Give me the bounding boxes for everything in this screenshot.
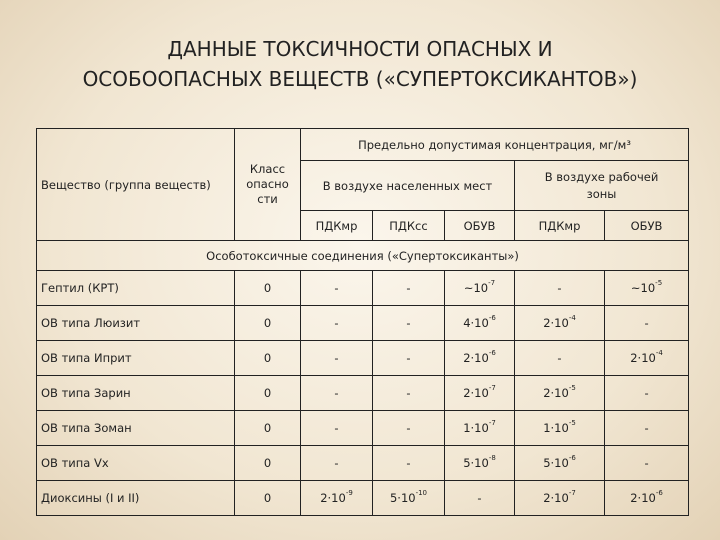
concentration-value: -: [373, 446, 445, 481]
toxicity-table: [36, 128, 689, 516]
page-title: [0, 34, 720, 94]
substance-name: ОВ типа Люизит: [37, 306, 235, 341]
concentration-value: $2\cdot 10^{-9}$: [301, 481, 373, 516]
concentration-value: $1\cdot 10^{-5}$: [515, 411, 605, 446]
concentration-value: -: [373, 271, 445, 306]
hazard-class-value: 0: [235, 341, 301, 376]
concentration-value: -: [605, 306, 689, 341]
header-max-concentration: Предельно допустимая концентрация, мг/м³: [301, 129, 689, 161]
substance-name: ОВ типа Зарин: [37, 376, 235, 411]
concentration-value: $5\cdot 10^{-8}$: [445, 446, 515, 481]
concentration-value: -: [605, 411, 689, 446]
concentration-value: $\sim 10^{-7}$: [445, 271, 515, 306]
concentration-value: $2\cdot 10^{-6}$: [445, 341, 515, 376]
concentration-value: $2\cdot 10^{-7}$: [445, 376, 515, 411]
concentration-value: -: [301, 376, 373, 411]
substance-name: ОВ типа Иприт: [37, 341, 235, 376]
table-row: [37, 341, 689, 376]
concentration-value: $1\cdot 10^{-7}$: [445, 411, 515, 446]
table-row: [37, 446, 689, 481]
concentration-value: -: [373, 376, 445, 411]
concentration-value: -: [605, 376, 689, 411]
header-work-zone: В воздухе рабочей зоны: [515, 161, 689, 211]
concentration-value: -: [301, 446, 373, 481]
concentration-value: -: [301, 271, 373, 306]
concentration-value: $2\cdot 10^{-4}$: [605, 341, 689, 376]
concentration-value: $4\cdot 10^{-6}$: [445, 306, 515, 341]
concentration-value: $\sim 10^{-5}$: [605, 271, 689, 306]
title-line-1: ДАННЫЕ ТОКСИЧНОСТИ ОПАСНЫХ И: [167, 37, 553, 61]
concentration-value: -: [605, 446, 689, 481]
concentration-value: -: [515, 341, 605, 376]
header-hazard-class: Класс опасно сти: [235, 129, 301, 241]
concentration-value: $5\cdot 10^{-10}$: [373, 481, 445, 516]
group-header: Особотоксичные соединения («Супертоксиканты»): [37, 241, 689, 271]
concentration-value: $5\cdot 10^{-6}$: [515, 446, 605, 481]
hazard-class-value: 0: [235, 306, 301, 341]
concentration-value: -: [301, 306, 373, 341]
table-row: [37, 306, 689, 341]
subheader-cell: ПДКмр: [515, 211, 605, 241]
table-row: [37, 411, 689, 446]
table-row: [37, 481, 689, 516]
concentration-value: $2\cdot 10^{-4}$: [515, 306, 605, 341]
substance-name: ОВ типа Vx: [37, 446, 235, 481]
table-row: [37, 376, 689, 411]
concentration-value: $2\cdot 10^{-5}$: [515, 376, 605, 411]
substance-name: Диоксины (I и II): [37, 481, 235, 516]
hazard-class-value: 0: [235, 446, 301, 481]
concentration-value: -: [373, 306, 445, 341]
header-populated-areas: В воздухе населенных мест: [301, 161, 515, 211]
title-line-2: ОСОБООПАСНЫХ ВЕЩЕСТВ («СУПЕРТОКСИКАНТОВ»): [82, 67, 638, 91]
hazard-class-value: 0: [235, 481, 301, 516]
substance-name: Гептил (КРТ): [37, 271, 235, 306]
concentration-value: $2\cdot 10^{-6}$: [605, 481, 689, 516]
concentration-value: -: [301, 341, 373, 376]
concentration-value: -: [373, 411, 445, 446]
header-substance: Вещество (группа веществ): [37, 129, 235, 241]
subheader-cell: ОБУВ: [605, 211, 689, 241]
concentration-value: -: [445, 481, 515, 516]
subheader-cell: ПДКсс: [373, 211, 445, 241]
hazard-class-value: 0: [235, 376, 301, 411]
concentration-value: -: [515, 271, 605, 306]
hazard-class-value: 0: [235, 271, 301, 306]
hazard-class-value: 0: [235, 411, 301, 446]
subheader-cell: ОБУВ: [445, 211, 515, 241]
subheader-cell: ПДКмр: [301, 211, 373, 241]
concentration-value: -: [373, 341, 445, 376]
table-row: [37, 271, 689, 306]
concentration-value: -: [301, 411, 373, 446]
concentration-value: $2\cdot 10^{-7}$: [515, 481, 605, 516]
substance-name: ОВ типа Зоман: [37, 411, 235, 446]
